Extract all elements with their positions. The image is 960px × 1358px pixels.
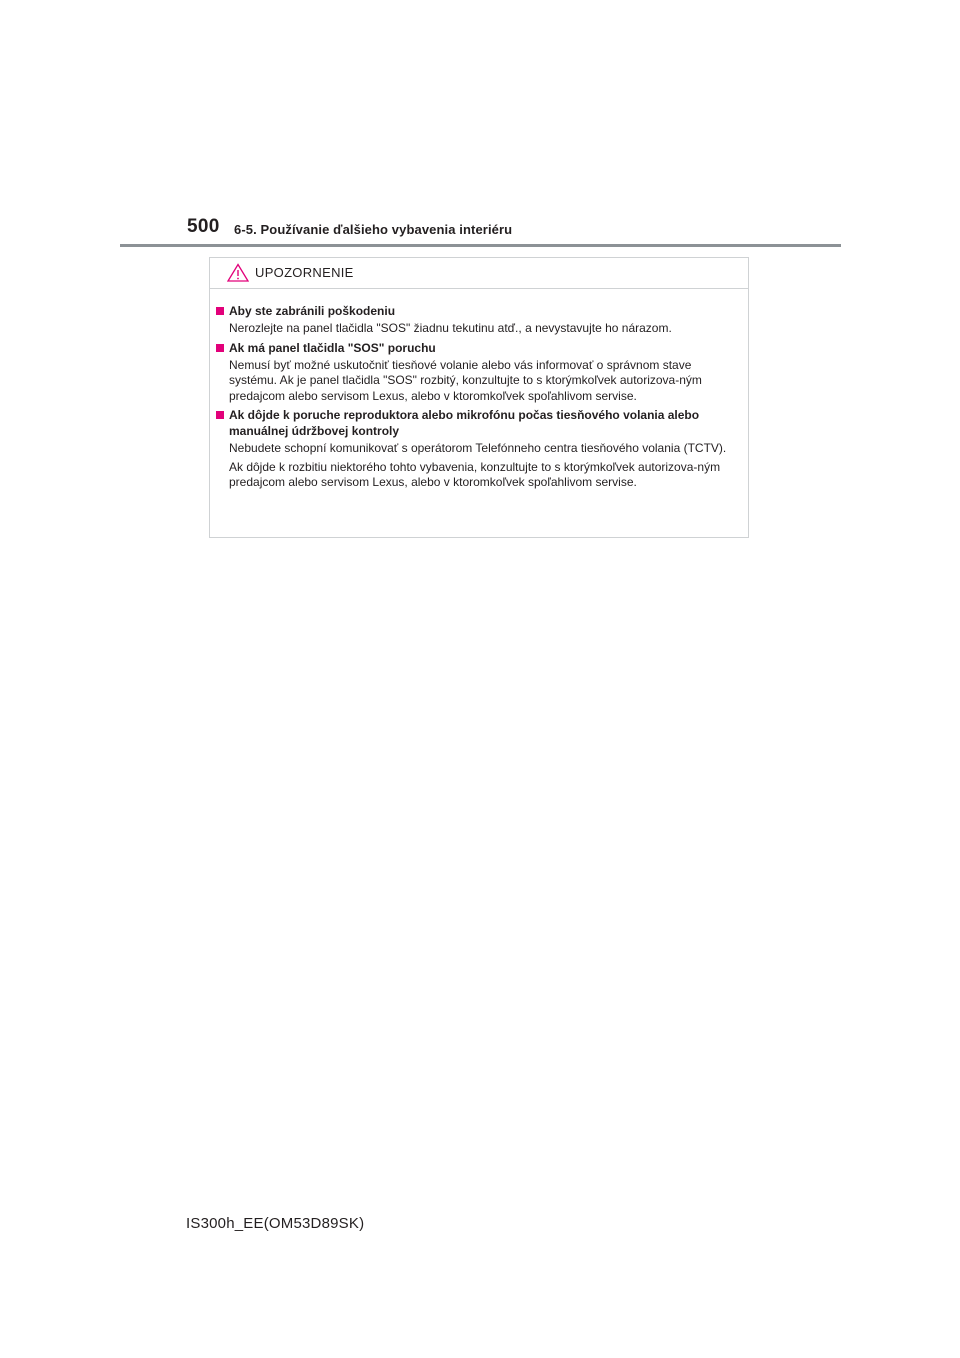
item-paragraph: Ak dôjde k rozbitiu niektorého tohto vybavenia, konzultujte to s ktorýmkoľvek autorizova-ným predajcom alebo servisom Lexus, alebo v ktoromkoľvek spoľahlivom servise. bbox=[229, 459, 721, 489]
warning-box bbox=[209, 257, 749, 538]
item-heading: Ak dôjde k poruche reproduktora alebo mikrofónu počas tiesňového volania alebo manuálnej údržbovej kontroly bbox=[216, 407, 742, 439]
section-title: 6-5. Používanie ďalšieho vybavenia interiéru bbox=[234, 222, 513, 237]
warning-triangle-icon bbox=[227, 263, 249, 282]
square-bullet-icon bbox=[216, 307, 224, 315]
warning-item bbox=[216, 340, 742, 405]
item-heading: Ak má panel tlačidla "SOS" poruchu bbox=[216, 340, 742, 356]
item-paragraph: Nerozlejte na panel tlačidla "SOS" žiadnu tekutinu atď., a nevystavujte ho nárazom. bbox=[229, 321, 672, 335]
warning-title: UPOZORNENIE bbox=[255, 265, 354, 280]
page-number: 500 bbox=[187, 216, 220, 237]
item-paragraph: Nebudete schopní komunikovať s operátorom Telefónneho centra tiesňového volania (TCTV). bbox=[229, 441, 727, 455]
item-heading: Aby ste zabránili poškodeniu bbox=[216, 303, 742, 319]
warning-item bbox=[216, 407, 742, 491]
manual-code: IS300h_EE(OM53D89SK) bbox=[186, 1215, 365, 1232]
warning-body bbox=[216, 303, 742, 494]
square-bullet-icon bbox=[216, 411, 224, 419]
item-paragraph: Nemusí byť možné uskutočniť tiesňové volanie alebo vás informovať o správnom stave systému. Ak je panel tlačidla "SOS" rozbitý, konzultujte to s ktorýmkoľvek autorizova-ným predajcom alebo servisom Lexus, alebo v ktoromkoľvek spoľahlivom servise. bbox=[229, 357, 702, 403]
square-bullet-icon bbox=[216, 344, 224, 352]
warning-header bbox=[210, 258, 748, 289]
header-divider bbox=[120, 244, 841, 247]
warning-item bbox=[216, 303, 742, 337]
